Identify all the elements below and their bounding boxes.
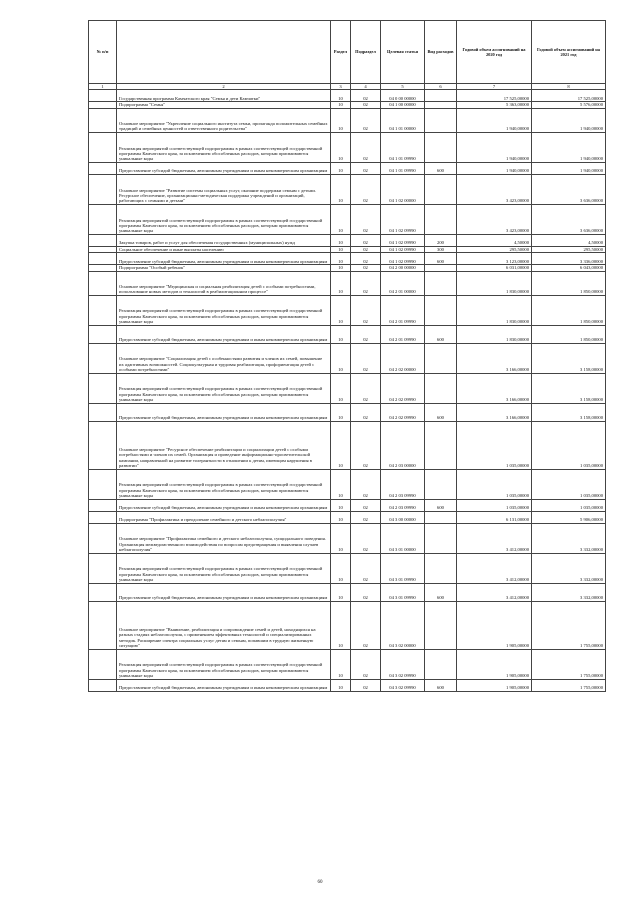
amount-2020-cell: 1 940,00000 [457,108,532,132]
amount-2021-cell: 3 158,00000 [532,343,606,373]
amount-2021-cell: 3 158,00000 [532,373,606,403]
table-row [89,421,606,469]
podrazdel-cell: 02 [351,246,381,252]
col-number: 7 [457,84,532,90]
razdel-cell: 10 [331,343,351,373]
num-cell [89,234,117,246]
razdel-cell: 10 [331,373,351,403]
amount-2021-cell: 1 850,00000 [532,325,606,343]
razdel-cell: 10 [331,132,351,162]
podrazdel-cell: 02 [351,265,381,271]
amount-2021-cell: 5 576,00000 [532,102,606,108]
target-article-cell: 04 3 01 00000 [381,523,425,553]
amount-2020-cell: 1 905,00000 [457,679,532,691]
expense-type-cell: 600 [425,679,457,691]
target-article-cell: 04 3 02 09990 [381,649,425,679]
amount-2020-cell: 1 905,00000 [457,649,532,679]
table-row [89,511,606,523]
razdel-cell: 10 [331,583,351,601]
amount-2020-cell: 1 830,00000 [457,295,532,325]
target-article-cell: 04 1 02 09990 [381,204,425,234]
razdel-cell: 10 [331,523,351,553]
amount-2020-cell: 3 166,00000 [457,343,532,373]
podrazdel-cell: 02 [351,343,381,373]
num-cell [89,421,117,469]
amount-2021-cell: 1 035,00000 [532,469,606,499]
name-cell: Предоставление субсидий бюджетным, автономным учреждениям и иным некоммерческим организациям [117,162,331,174]
razdel-cell: 10 [331,246,351,252]
razdel-cell: 10 [331,403,351,421]
razdel-cell: 10 [331,553,351,583]
table-row [89,601,606,649]
table-row [89,499,606,511]
podrazdel-cell: 02 [351,132,381,162]
expense-type-cell [425,469,457,499]
razdel-cell: 10 [331,90,351,102]
expense-type-cell: 600 [425,583,457,601]
target-article-cell: 04 3 01 09990 [381,553,425,583]
amount-2021-cell: 1 940,00000 [532,162,606,174]
expense-type-cell [425,90,457,102]
expense-type-cell [425,553,457,583]
header-row [89,21,606,84]
amount-2020-cell: 1 940,00000 [457,162,532,174]
expense-type-cell: 600 [425,499,457,511]
amount-2020-cell: 3 412,00000 [457,523,532,553]
amount-2021-cell: 1 035,00000 [532,499,606,511]
name-cell: Основное мероприятие "Социализация детей с особенностями развития и членов их семей, повышение их адаптивных возможностей. Социокультурная и трудовая реабилитация, профориентация детей с особыми потребностями" [117,343,331,373]
podrazdel-cell: 02 [351,421,381,469]
target-article-cell: 04 2 03 00000 [381,421,425,469]
razdel-cell: 10 [331,108,351,132]
expense-type-cell [425,343,457,373]
header-podrazdel: Подраздел [351,21,381,84]
amount-2020-cell: 17 525,00000 [457,90,532,102]
page-number: 60 [317,880,323,885]
amount-2021-cell: 3 336,00000 [532,253,606,265]
expense-type-cell: 600 [425,253,457,265]
podrazdel-cell: 02 [351,271,381,295]
expense-type-cell [425,373,457,403]
expense-type-cell: 200 [425,234,457,246]
name-cell: Основное мероприятие "Ресурсное обеспечение реабилитации и социализации детей с особыми потребностями и членов их семей. Организация и проведение информационно-просветительской кампании, направленной на развитие толерантности в отношении к детям, имеющим нарушения в развитии" [117,421,331,469]
expense-type-cell: 600 [425,162,457,174]
podrazdel-cell: 02 [351,174,381,204]
table-row [89,204,606,234]
amount-2020-cell: 3 166,00000 [457,373,532,403]
expense-type-cell [425,601,457,649]
expense-type-cell: 300 [425,246,457,252]
table-row [89,234,606,246]
num-cell [89,583,117,601]
target-article-cell: 04 2 01 09990 [381,325,425,343]
podrazdel-cell: 02 [351,162,381,174]
num-cell [89,108,117,132]
amount-2021-cell: 1 755,00000 [532,679,606,691]
amount-2021-cell: 1 850,00000 [532,271,606,295]
target-article-cell: 04 1 00 00000 [381,102,425,108]
amount-2021-cell: 3 332,00000 [532,523,606,553]
num-cell [89,403,117,421]
name-cell: Реализация мероприятий соответствующей подпрограммы в рамках соответствующей государственной программы Камчатского края, за исключением обособленных расходов, которым присваиваются уникальные коды [117,373,331,403]
col-number: 8 [532,84,606,90]
target-article-cell: 04 2 02 09990 [381,373,425,403]
num-cell [89,204,117,234]
target-article-cell: 04 2 03 09990 [381,469,425,499]
amount-2020-cell: 3 123,00000 [457,253,532,265]
razdel-cell: 10 [331,271,351,295]
podrazdel-cell: 02 [351,108,381,132]
amount-2021-cell: 1 755,00000 [532,601,606,649]
table-row [89,162,606,174]
amount-2020-cell: 1 035,00000 [457,499,532,511]
expense-type-cell [425,511,457,523]
podrazdel-cell: 02 [351,295,381,325]
podrazdel-cell: 02 [351,649,381,679]
table-row [89,271,606,295]
amount-2021-cell: 295,50000 [532,246,606,252]
podrazdel-cell: 02 [351,601,381,649]
num-cell [89,271,117,295]
target-article-cell: 04 3 02 00000 [381,601,425,649]
header-expense-type: Вид расходов [425,21,457,84]
name-cell: Основное мероприятие "Медицинская и социальная реабилитация детей с особыми потребностями, использование новых методов и технологий в реабилитационном процессе" [117,271,331,295]
name-cell: Реализация мероприятий соответствующей подпрограммы в рамках соответствующей государственной программы Камчатского края, за исключением обособленных расходов, которым присваиваются уникальные коды [117,132,331,162]
table-row [89,174,606,204]
podrazdel-cell: 02 [351,403,381,421]
name-cell: Предоставление субсидий бюджетным, автономным учреждениям и иным некоммерческим организациям [117,583,331,601]
amount-2021-cell: 3 332,00000 [532,583,606,601]
expense-type-cell [425,523,457,553]
name-cell: Государственная программа Камчатского края "Семья и дети Камчатки" [117,90,331,102]
razdel-cell: 10 [331,102,351,108]
amount-2021-cell: 1 035,00000 [532,421,606,469]
table-row [89,649,606,679]
target-article-cell: 04 2 02 09990 [381,403,425,421]
razdel-cell: 10 [331,679,351,691]
amount-2021-cell: 4,50000 [532,234,606,246]
amount-2020-cell: 3 423,00000 [457,204,532,234]
razdel-cell: 10 [331,174,351,204]
razdel-cell: 10 [331,649,351,679]
expense-type-cell [425,649,457,679]
podrazdel-cell: 02 [351,325,381,343]
amount-2020-cell: 1 035,00000 [457,421,532,469]
target-article-cell: 04 1 01 09990 [381,162,425,174]
name-cell: Предоставление субсидий бюджетным, автономным учреждениям и иным некоммерческим организациям [117,679,331,691]
num-cell [89,523,117,553]
amount-2021-cell: 3 332,00000 [532,553,606,583]
col-number: 3 [331,84,351,90]
podrazdel-cell: 02 [351,553,381,583]
col-number: 1 [89,84,117,90]
amount-2021-cell: 1 755,00000 [532,649,606,679]
name-cell: Реализация мероприятий соответствующей подпрограммы в рамках соответствующей государственной программы Камчатского края, за исключением обособленных расходов, которым присваиваются уникальные коды [117,295,331,325]
amount-2020-cell: 3 423,00000 [457,174,532,204]
name-cell: Реализация мероприятий соответствующей подпрограммы в рамках соответствующей государственной программы Камчатского края, за исключением обособленных расходов, которым присваиваются уникальные коды [117,553,331,583]
num-cell [89,162,117,174]
num-cell [89,499,117,511]
name-cell: Закупка товаров, работ и услуг для обеспечения государственных (муниципальных) нужд [117,234,331,246]
name-cell: Реализация мероприятий соответствующей подпрограммы в рамках соответствующей государственной программы Камчатского края, за исключением обособленных расходов, которым присваиваются уникальные коды [117,469,331,499]
expense-type-cell [425,295,457,325]
expense-type-cell [425,421,457,469]
header-num: № п/п [89,21,117,84]
amount-2021-cell: 3 636,00000 [532,174,606,204]
target-article-cell: 04 3 02 09990 [381,679,425,691]
razdel-cell: 10 [331,234,351,246]
amount-2021-cell: 3 158,00000 [532,403,606,421]
num-cell [89,469,117,499]
amount-2020-cell: 6 031,00000 [457,265,532,271]
num-cell [89,90,117,102]
amount-2020-cell: 1 830,00000 [457,325,532,343]
table-row [89,295,606,325]
name-cell: Основное мероприятие "Развитие системы социальных услуг, оказание поддержки семьям с детьми. Ресурсное обеспечение, организационно-методическая поддержка учреждений и организаций, работающих с семьями и детьми" [117,174,331,204]
podrazdel-cell: 02 [351,511,381,523]
razdel-cell: 10 [331,204,351,234]
podrazdel-cell: 02 [351,679,381,691]
num-cell [89,679,117,691]
name-cell: Реализация мероприятий соответствующей подпрограммы в рамках соответствующей государственной программы Камчатского края, за исключением обособленных расходов, которым присваиваются уникальные коды [117,204,331,234]
amount-2021-cell: 3 636,00000 [532,204,606,234]
table-row [89,132,606,162]
amount-2020-cell: 5 363,00000 [457,102,532,108]
num-cell [89,373,117,403]
name-cell: Подпрограмма "Семья" [117,102,331,108]
amount-2021-cell: 17 525,00000 [532,90,606,102]
razdel-cell: 10 [331,253,351,265]
expense-type-cell: 600 [425,325,457,343]
expense-type-cell [425,271,457,295]
podrazdel-cell: 02 [351,373,381,403]
amount-2020-cell: 4,50000 [457,234,532,246]
col-number: 6 [425,84,457,90]
num-cell [89,325,117,343]
razdel-cell: 10 [331,295,351,325]
amount-2020-cell: 295,50000 [457,246,532,252]
target-article-cell: 04 1 01 00000 [381,108,425,132]
num-cell [89,174,117,204]
target-article-cell: 04 1 02 00000 [381,174,425,204]
table-row [89,108,606,132]
budget-sheet [88,20,605,692]
podrazdel-cell: 02 [351,499,381,511]
header-target-article: Целевая статья [381,21,425,84]
name-cell: Предоставление субсидий бюджетным, автономным учреждениям и иным некоммерческим организациям [117,403,331,421]
table-row [89,679,606,691]
amount-2020-cell: 6 131,00000 [457,511,532,523]
target-article-cell: 04 0 00 00000 [381,90,425,102]
expense-type-cell [425,132,457,162]
expense-type-cell [425,108,457,132]
amount-2020-cell: 3 412,00000 [457,583,532,601]
razdel-cell: 10 [331,421,351,469]
amount-2020-cell: 3 412,00000 [457,553,532,583]
target-article-cell: 04 3 01 09990 [381,583,425,601]
name-cell: Предоставление субсидий бюджетным, автономным учреждениям и иным некоммерческим организациям [117,253,331,265]
num-cell [89,253,117,265]
amount-2020-cell: 1 830,00000 [457,271,532,295]
amount-2021-cell: 6 043,00000 [532,265,606,271]
header-name [117,21,331,84]
amount-2021-cell: 1 940,00000 [532,132,606,162]
budget-table [88,20,606,692]
podrazdel-cell: 02 [351,253,381,265]
table-row [89,343,606,373]
target-article-cell: 04 3 00 00000 [381,511,425,523]
col-number: 5 [381,84,425,90]
razdel-cell: 10 [331,265,351,271]
table-row [89,403,606,421]
col-number: 4 [351,84,381,90]
name-cell: Основное мероприятие "Укрепление социального института семьи, пропаганда положительных семейных традиций и семейных ценностей и ответственного родительства" [117,108,331,132]
expense-type-cell: 600 [425,403,457,421]
target-article-cell: 04 2 02 00000 [381,343,425,373]
name-cell: Предоставление субсидий бюджетным, автономным учреждениям и иным некоммерческим организациям [117,325,331,343]
amount-2021-cell: 5 906,00000 [532,511,606,523]
num-cell [89,601,117,649]
amount-2020-cell: 1 035,00000 [457,469,532,499]
razdel-cell: 10 [331,499,351,511]
num-cell [89,132,117,162]
target-article-cell: 04 1 02 09990 [381,234,425,246]
podrazdel-cell: 02 [351,583,381,601]
num-cell [89,553,117,583]
name-cell: Основное мероприятие "Профилактика семейного и детского неблагополучия, суицидального поведения. Организация межведомственного взаимодействия по вопросам предотвращения и выявления случаев неблагополучия" [117,523,331,553]
target-article-cell: 04 1 02 09990 [381,246,425,252]
amount-2021-cell: 1 850,00000 [532,295,606,325]
table-row [89,253,606,265]
razdel-cell: 10 [331,601,351,649]
num-cell [89,343,117,373]
header-2020: Годовой объем ассигнований на 2020 год [457,21,532,84]
razdel-cell: 10 [331,469,351,499]
num-cell [89,649,117,679]
name-cell: Социальное обеспечение и иные выплаты населению [117,246,331,252]
podrazdel-cell: 02 [351,90,381,102]
header-2021: Годовой объем ассигнований на 2021 год [532,21,606,84]
razdel-cell: 10 [331,325,351,343]
name-cell: Основное мероприятие "Выявление, реабилитация и сопровождение семей и детей, находящихся на разных стадиях неблагополучия, с применением эффективных технологий и специализированных методик. Расширение спектра социальных услуг детям и семьям, попавшим в трудную жизненную ситуацию" [117,601,331,649]
table-row [89,373,606,403]
expense-type-cell [425,174,457,204]
podrazdel-cell: 02 [351,204,381,234]
podrazdel-cell: 02 [351,469,381,499]
target-article-cell: 04 1 01 09990 [381,132,425,162]
table-row [89,583,606,601]
target-article-cell: 04 2 01 00000 [381,271,425,295]
table-row [89,90,606,102]
name-cell: Предоставление субсидий бюджетным, автономным учреждениям и иным некоммерческим организациям [117,499,331,511]
podrazdel-cell: 02 [351,523,381,553]
razdel-cell: 10 [331,162,351,174]
target-article-cell: 04 2 03 09990 [381,499,425,511]
table-row [89,523,606,553]
name-cell: Подпрограмма "Профилактика и преодоление семейного и детского неблагополучия" [117,511,331,523]
name-cell: Подпрограмма "Особый ребенок" [117,265,331,271]
table-row [89,553,606,583]
podrazdel-cell: 02 [351,102,381,108]
amount-2020-cell: 3 166,00000 [457,403,532,421]
table-row [89,325,606,343]
num-cell [89,295,117,325]
header-razdel: Раздел [331,21,351,84]
expense-type-cell [425,204,457,234]
amount-2021-cell: 1 940,00000 [532,108,606,132]
target-article-cell: 04 2 01 09990 [381,295,425,325]
podrazdel-cell: 02 [351,234,381,246]
num-cell [89,511,117,523]
table-body [89,90,606,691]
name-cell: Реализация мероприятий соответствующей подпрограммы в рамках соответствующей государственной программы Камчатского края, за исключением обособленных расходов, которым присваиваются уникальные коды [117,649,331,679]
razdel-cell: 10 [331,511,351,523]
amount-2020-cell: 1 940,00000 [457,132,532,162]
target-article-cell: 04 2 00 00000 [381,265,425,271]
col-number: 2 [117,84,331,90]
target-article-cell: 04 1 02 09990 [381,253,425,265]
table-row [89,469,606,499]
amount-2020-cell: 1 905,00000 [457,601,532,649]
